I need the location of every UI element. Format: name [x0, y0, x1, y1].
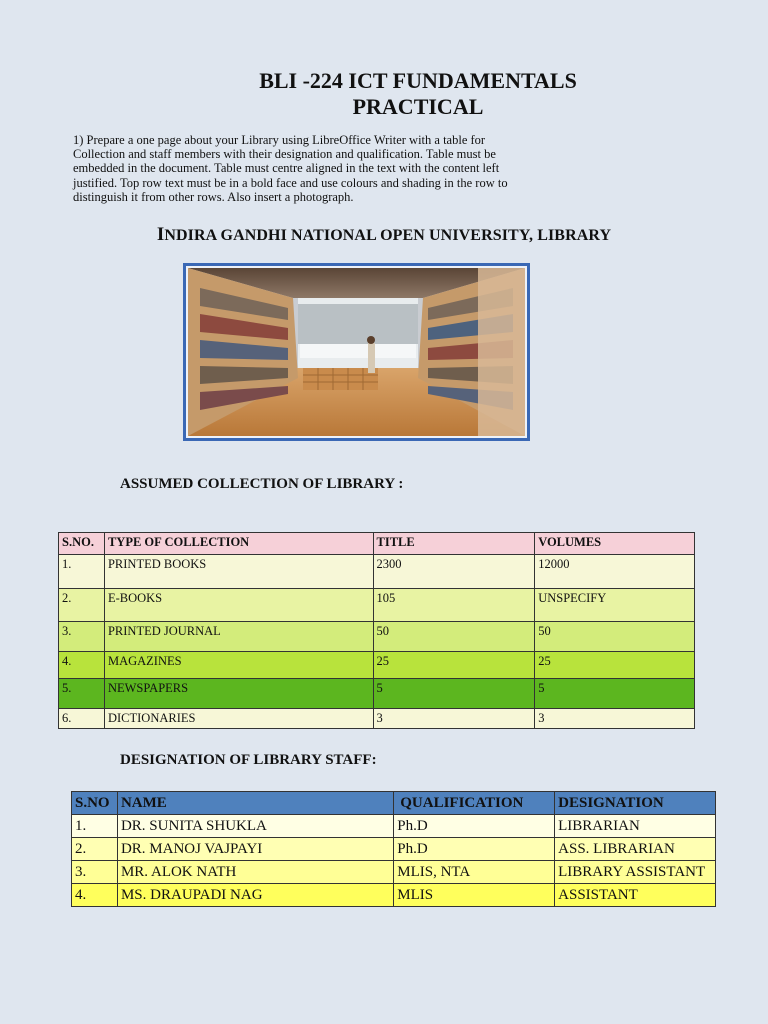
collection-header-cell: VOLUMES [535, 533, 695, 555]
staff-cell: Ph.D [394, 838, 555, 861]
collection-cell: 5 [373, 679, 535, 709]
instructions-paragraph: 1) Prepare a one page about your Library using LibreOffice Writer with a table for Collection and staff members with their designation and qualification. Table must be embedded in the document. Table must centre aligned in the text with the content left justified. Top row text must be in a bold face and use colours and shading in the row to distinguish it from other rows. Also insert a photograph. [73, 133, 508, 204]
staff-cell: MLIS, NTA [394, 861, 555, 884]
staff-cell: ASS. LIBRARIAN [555, 838, 716, 861]
staff-cell: LIBRARIAN [555, 815, 716, 838]
collection-cell: 3 [373, 709, 535, 729]
collection-row [59, 555, 695, 589]
library-heading-initial: I [156, 224, 165, 245]
collection-header-cell: TYPE OF COLLECTION [104, 533, 373, 555]
staff-cell: 2. [72, 838, 118, 861]
staff-header-cell: S.NO [72, 792, 118, 815]
library-photo-image [188, 268, 525, 436]
collection-cell: 6. [59, 709, 105, 729]
collection-cell: 1. [59, 555, 105, 589]
collection-cell: UNSPECIFY [535, 589, 695, 622]
staff-header-cell: DESIGNATION [555, 792, 716, 815]
staff-cell: MR. ALOK NATH [117, 861, 393, 884]
collection-cell: 25 [373, 652, 535, 679]
collection-cell: 50 [373, 622, 535, 652]
staff-row [72, 815, 716, 838]
collection-cell: 2300 [373, 555, 535, 589]
staff-row [72, 884, 716, 907]
collection-cell: MAGAZINES [104, 652, 373, 679]
library-photo [183, 263, 530, 441]
collection-cell: 3. [59, 622, 105, 652]
collection-heading: ASSUMED COLLECTION OF LIBRARY : [120, 476, 404, 492]
collection-cell: 4. [59, 652, 105, 679]
collection-cell: 50 [535, 622, 695, 652]
staff-cell: DR. SUNITA SHUKLA [117, 815, 393, 838]
staff-cell: 1. [72, 815, 118, 838]
collection-header-row [59, 533, 695, 555]
staff-row [72, 838, 716, 861]
document-title [230, 68, 606, 120]
collection-row [59, 709, 695, 729]
collection-cell: 2. [59, 589, 105, 622]
collection-cell: 5 [535, 679, 695, 709]
title-line-1: BLI -224 ICT FUNDAMENTALS [259, 68, 577, 93]
staff-header-cell: QUALIFICATION [394, 792, 555, 815]
collection-row [59, 679, 695, 709]
collection-cell: 25 [535, 652, 695, 679]
library-heading-text: NDIRA GANDHI NATIONAL OPEN UNIVERSITY, LIBRARY [164, 227, 612, 244]
staff-cell: ASSISTANT [555, 884, 716, 907]
collection-cell: 5. [59, 679, 105, 709]
staff-cell: 4. [72, 884, 118, 907]
collection-header-cell: S.NO. [59, 533, 105, 555]
collection-cell: 12000 [535, 555, 695, 589]
staff-header-row [72, 792, 716, 815]
staff-cell: 3. [72, 861, 118, 884]
collection-row [59, 622, 695, 652]
collection-cell: DICTIONARIES [104, 709, 373, 729]
collection-header-cell: TITLE [373, 533, 535, 555]
staff-heading: DESIGNATION OF LIBRARY STAFF: [120, 752, 377, 768]
staff-cell: MS. DRAUPADI NAG [117, 884, 393, 907]
collection-cell: PRINTED JOURNAL [104, 622, 373, 652]
library-heading [0, 224, 768, 246]
staff-cell: MLIS [394, 884, 555, 907]
collection-row [59, 589, 695, 622]
staff-table [71, 791, 716, 907]
collection-row [59, 652, 695, 679]
staff-header-cell: NAME [117, 792, 393, 815]
staff-row [72, 861, 716, 884]
collection-cell: E-BOOKS [104, 589, 373, 622]
staff-cell: LIBRARY ASSISTANT [555, 861, 716, 884]
staff-cell: DR. MANOJ VAJPAYI [117, 838, 393, 861]
collection-cell: 105 [373, 589, 535, 622]
collection-table [58, 532, 695, 729]
staff-cell: Ph.D [394, 815, 555, 838]
title-line-2: PRACTICAL [352, 94, 484, 119]
collection-cell: NEWSPAPERS [104, 679, 373, 709]
collection-cell: 3 [535, 709, 695, 729]
collection-cell: PRINTED BOOKS [104, 555, 373, 589]
